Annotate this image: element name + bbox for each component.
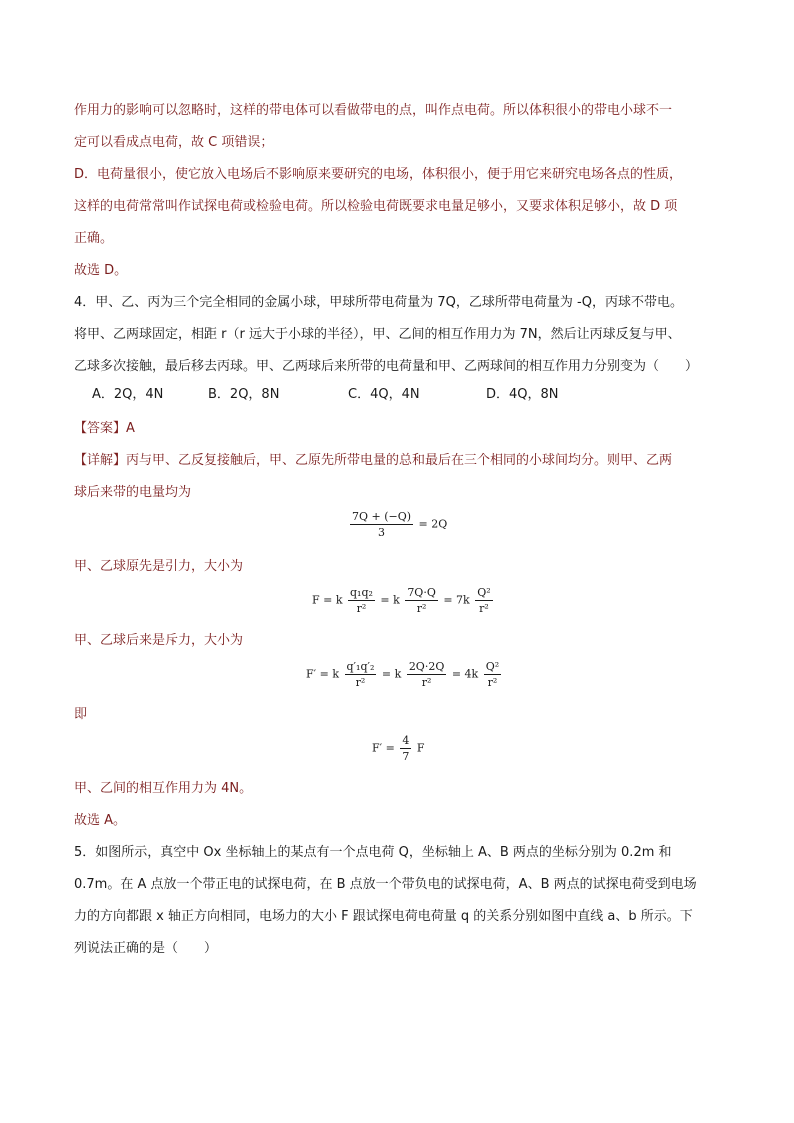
- q4-option-b[interactable]: B．2Q，8N: [208, 387, 280, 402]
- equation-charge-share: [348, 510, 447, 539]
- q5-stem-line3: 力的方向都跟 x 轴正方向相同，电场力的大小 F 跟试探电荷电荷量 q 的关系分别如图中直线 a、b 所示。下: [74, 909, 693, 924]
- eq4-lhs: F′ =: [372, 741, 395, 755]
- eq3-n2: 2Q·2Q: [408, 660, 445, 673]
- equation-ratio: [372, 734, 424, 763]
- q4-option-c[interactable]: C．4Q，4N: [348, 387, 420, 402]
- q4-option-d[interactable]: D．4Q，8N: [486, 387, 559, 402]
- eq2-lhs: F = k: [312, 593, 343, 607]
- eq2-d2: r²: [416, 602, 427, 615]
- eq2-mid2: = 7k: [443, 593, 470, 607]
- eq3-d2: r²: [421, 676, 432, 689]
- q4-text-attract: 甲、乙球原先是引力，大小为: [74, 559, 244, 574]
- q4-stem-line1: 4．甲、乙、丙为三个完全相同的金属小球，甲球所带电荷量为 7Q，乙球所带电荷量为 -Q，丙球不带电。: [74, 295, 683, 310]
- eq4-num: 4: [402, 734, 410, 747]
- q4-analysis-line2: 球后来带的电量均为: [74, 485, 192, 500]
- eq3-n3: Q²: [485, 660, 500, 673]
- q4-text-force: 甲、乙间的相互作用力为 4N。: [74, 781, 253, 796]
- eq3-mid1: = k: [381, 667, 402, 681]
- eq1-numerator: 7Q + (−Q): [352, 510, 412, 523]
- q4-option-a[interactable]: A．2Q，4N: [92, 387, 164, 402]
- q4-text-ji: 即: [74, 707, 88, 722]
- eq2-mid1: = k: [380, 593, 400, 607]
- q4-stem-line3: 乙球多次接触，最后移去丙球。甲、乙两球后来所带的电荷量和甲、乙两球间的相互作用力分别变为（ ）: [74, 359, 699, 374]
- eq2-n2: 7Q·Q: [407, 586, 436, 599]
- q5-stem-line4: 列说法正确的是（ ）: [74, 941, 218, 956]
- analysis-d-line2: 这样的电荷常常叫作试探电荷或检验电荷。所以检验电荷既要求电量足够小，又要求体积足够小，故 D 项: [74, 199, 678, 214]
- equation-new-force: [306, 660, 503, 689]
- eq3-mid2: = 4k: [451, 667, 479, 681]
- eq2-n3: Q²: [477, 586, 491, 599]
- eq2-d3: r²: [479, 602, 489, 615]
- eq4-rhs: F: [416, 741, 425, 755]
- analysis-d-line1: D．电荷量很小，使它放入电场后不影响原来要研究的电场，体积很小，便于用它来研究电场各点的性质，: [74, 167, 683, 182]
- eq3-d1: r²: [355, 676, 366, 689]
- eq3-lhs: F′ = k: [306, 667, 340, 681]
- analysis-c-line1: 作用力的影响可以忽略时，这样的带电体可以看做带电的点，叫作点电荷。所以体积很小的带电小球不一: [74, 103, 673, 118]
- eq1-rhs: = 2Q: [418, 517, 448, 531]
- eq2-d1: r²: [356, 602, 367, 615]
- eq4-den: 7: [402, 750, 410, 763]
- q4-answer: 【答案】A: [74, 421, 135, 436]
- q4-choose: 故选 A。: [74, 813, 127, 828]
- eq3-d3: r²: [487, 676, 498, 689]
- q4-stem-line2: 将甲、乙两球固定，相距 r（r 远大于小球的半径），甲、乙间的相互作用力为 7N，然后让丙球反复与甲、: [74, 327, 681, 342]
- q4-analysis-line1: 【详解】丙与甲、乙反复接触后，甲、乙原先所带电量的总和最后在三个相同的小球间均分。则甲、乙两: [74, 453, 673, 468]
- analysis-c-line2: 定可以看成点电荷，故 C 项错误；: [74, 135, 274, 150]
- eq2-n1: q₁q₂: [350, 586, 373, 599]
- choose-d: 故选 D。: [74, 263, 128, 278]
- eq3-n1: q′₁q′₂: [346, 660, 375, 673]
- equation-original-force: [312, 586, 495, 615]
- q5-stem-line1: 5．如图所示，真空中 Ox 坐标轴上的某点有一个点电荷 Q，坐标轴上 A、B 两点的坐标分别为 0.2m 和: [74, 845, 672, 860]
- q5-stem-line2: 0.7m。在 A 点放一个带正电的试探电荷，在 B 点放一个带负电的试探电荷，A、B 两点的试探电荷受到电场: [74, 877, 697, 892]
- analysis-d-line3: 正确。: [74, 231, 114, 246]
- eq1-denominator: 3: [378, 526, 386, 539]
- q4-text-repel: 甲、乙球后来是斥力，大小为: [74, 633, 244, 648]
